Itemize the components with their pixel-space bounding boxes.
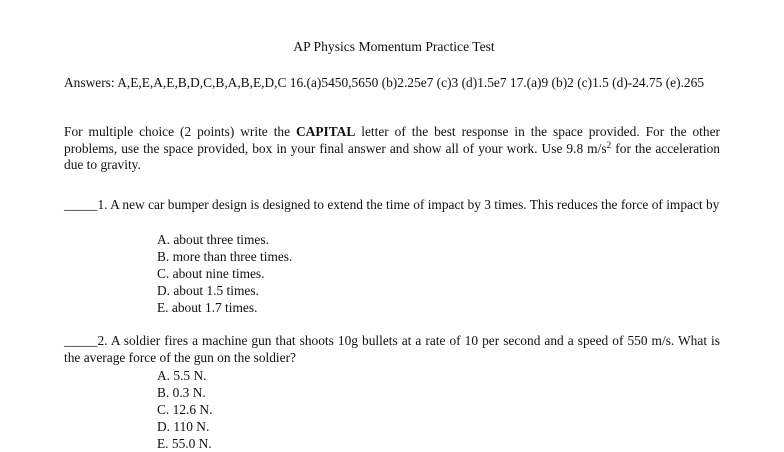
option-c: C. about nine times. bbox=[157, 266, 265, 281]
answer-blank: _____ bbox=[64, 197, 98, 212]
option-e: E. 55.0 N. bbox=[157, 436, 212, 451]
document-title: AP Physics Momentum Practice Test bbox=[293, 39, 495, 54]
instructions bbox=[64, 124, 720, 174]
option-c: C. 12.6 N. bbox=[157, 402, 213, 417]
answer-blank: _____ bbox=[64, 333, 98, 348]
question-2 bbox=[64, 333, 720, 366]
option-b: B. more than three times. bbox=[157, 249, 293, 264]
question-text: 1. A new car bumper design is designed to extend the time of impact by 3 times. This reduces the force of impact by bbox=[97, 197, 720, 212]
option-a: A. about three times. bbox=[157, 232, 269, 247]
question-text: 2. A soldier fires a machine gun that shoots 10g bullets at a rate of 10 per second and a speed of 550 m/s. What is the average force of the gun on the soldier? bbox=[64, 333, 720, 365]
option-b: B. 0.3 N. bbox=[157, 385, 206, 400]
instructions-text-1: For multiple choice (2 points) write the bbox=[64, 124, 296, 139]
question-1-options bbox=[157, 231, 557, 316]
instructions-text-2: letter of the best response in the space provided. For the other problems, use the space provided, box in your final answer and show all of your work. Use 9.8 m/s bbox=[64, 124, 720, 156]
option-d: D. 110 N. bbox=[157, 419, 210, 434]
instructions-superscript: 2 bbox=[606, 140, 612, 151]
option-a: A. 5.5 N. bbox=[157, 368, 207, 383]
instructions-bold: CAPITAL bbox=[296, 124, 356, 139]
option-e: E. about 1.7 times. bbox=[157, 300, 258, 315]
question-1 bbox=[64, 197, 720, 214]
instructions-text-3: for the acceleration due to gravity. bbox=[64, 140, 721, 172]
question-2-options bbox=[157, 367, 557, 452]
option-d: D. about 1.5 times. bbox=[157, 283, 259, 298]
answer-key: Answers: A,E,E,A,E,B,D,C,B,A,B,E,D,C 16.(a)5450,5650 (b)2.25e7 (c)3 (d)1.5e7 17.(a)9 (b)2 (c)1.5 (d)-24.75 (e).265 bbox=[64, 75, 705, 90]
